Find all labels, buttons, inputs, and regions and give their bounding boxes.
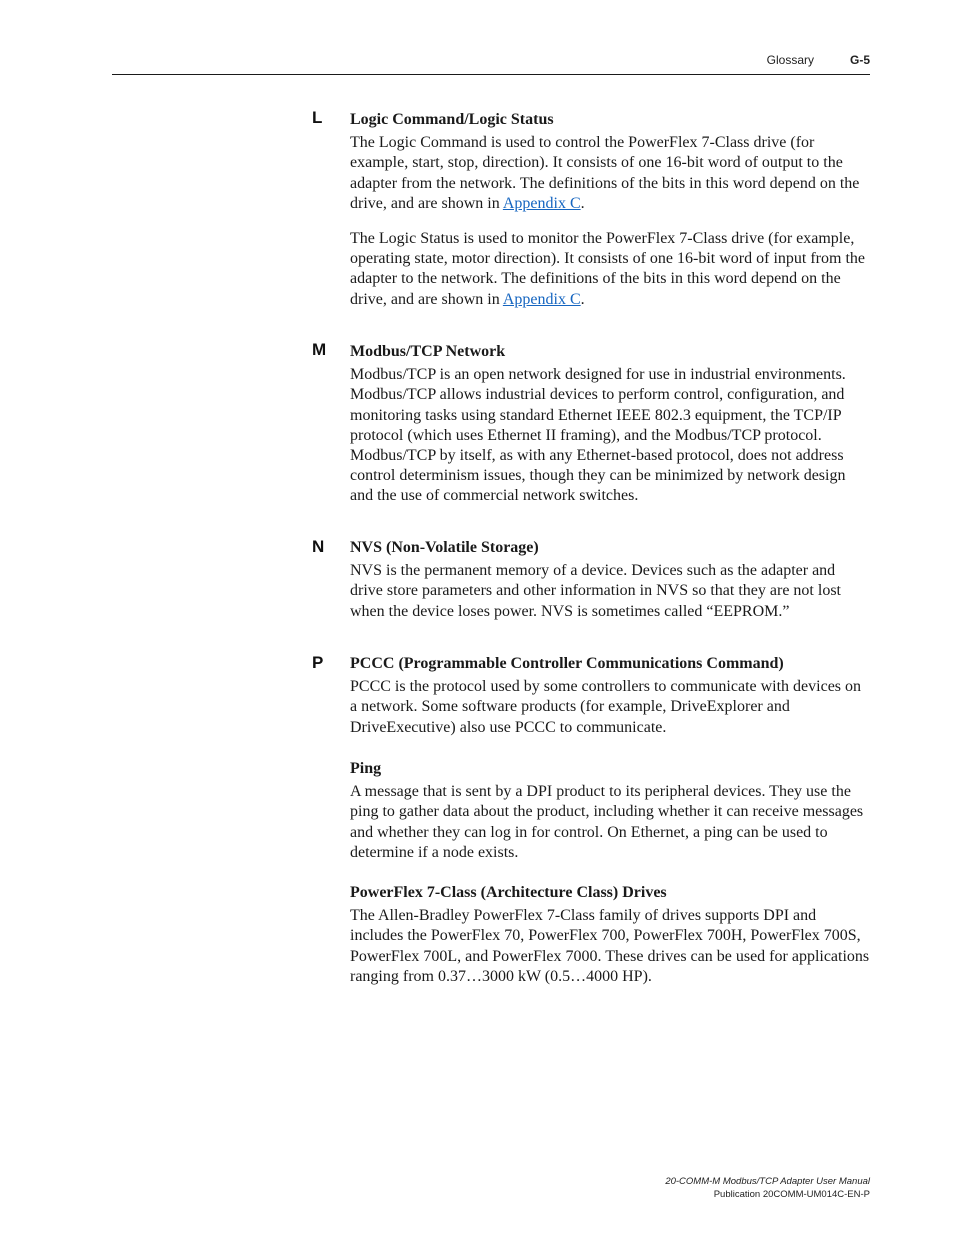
term-modbus-tcp-network: Modbus/TCP Network <box>350 343 506 360</box>
header-divider <box>112 74 870 75</box>
glossary-section-m <box>350 342 870 507</box>
term-ping: Ping <box>350 760 382 777</box>
term-powerflex-7-class: PowerFlex 7-Class (Architecture Class) Drives <box>350 884 667 901</box>
definition-powerflex-7-class: The Allen-Bradley PowerFlex 7-Class family of drives supports DPI and includes the PowerFlex 70, PowerFlex 700, PowerFlex 700H, PowerFlex 700S, PowerFlex 700L, and PowerFlex 7000. These drives can be used for applications ranging from 0.37…3000 kW (0.5…4000 HP). <box>350 907 870 985</box>
footer-publication-number: Publication 20COMM-UM014C-EN-P <box>713 1189 870 1200</box>
glossary-section-p-pccc <box>350 654 870 738</box>
glossary-section-p-powerflex <box>350 883 870 987</box>
term-nvs: NVS (Non-Volatile Storage) <box>350 539 539 556</box>
appendix-c-link[interactable]: Appendix C <box>502 194 581 212</box>
footer-manual-title: 20-COMM-M Modbus/TCP Adapter User Manual <box>665 1176 870 1187</box>
term-pccc: PCCC (Programmable Controller Communications Command) <box>350 655 784 672</box>
glossary-section-l <box>350 110 870 310</box>
appendix-c-link[interactable]: Appendix C <box>502 290 581 308</box>
definition-pccc: PCCC is the protocol used by some controllers to communicate with devices on a network. Some software products (for example, DriveExplorer and DriveExecutive) also use PCCC to communicate. <box>350 678 862 736</box>
term-logic-command: Logic Command/Logic Status <box>350 111 554 128</box>
section-letter-m: M <box>312 340 327 359</box>
definition-modbus-tcp-network: Modbus/TCP is an open network designed for use in industrial environments. Modbus/TCP allows industrial devices to perform control, configuration, and monitoring tasks using standard Ethernet IEEE 802.3 equipment, the TCP/IP protocol (which uses Ethernet II framing), and the Modbus/TCP protocol. Modbus/TCP by itself, as with any Ethernet-based protocol, does not address control determinism issues, though they can be minimized by network design and the use of commercial network switches. <box>350 366 846 505</box>
section-letter-l: L <box>312 108 323 127</box>
glossary-section-p-ping <box>350 759 870 863</box>
definition-ping: A message that is sent by a DPI product to its peripheral devices. They use the ping to gather data about the product, including whether it can receive messages and whether they can log in for control. On Ethernet, a ping can be used to determine if a node exists. <box>350 783 864 861</box>
running-header-section: Glossary <box>766 53 814 67</box>
page-number: G-5 <box>849 53 870 67</box>
glossary-section-n <box>350 538 870 622</box>
definition-logic-command: The Logic Command is used to control the PowerFlex 7-Class drive (for example, start, stop, direction). It consists of one 16-bit word of output to the adapter from the network. The definitions of the bits in this word depend on the drive, and are shown in Appendix C. <box>350 134 860 212</box>
definition-logic-status: The Logic Status is used to monitor the PowerFlex 7-Class drive (for example, operating state, motor direction). It consists of one 16-bit word of input from the adapter to the network. The definitions of the bits in this word depend on the drive, and are shown in Appendix C. <box>350 230 865 308</box>
section-letter-n: N <box>312 537 325 556</box>
definition-nvs: NVS is the permanent memory of a device. Devices such as the adapter and drive store parameters and other information in NVS so that they are not lost when the device loses power. NVS is sometimes called “EEPROM.” <box>350 562 841 620</box>
section-letter-p: P <box>312 653 324 672</box>
